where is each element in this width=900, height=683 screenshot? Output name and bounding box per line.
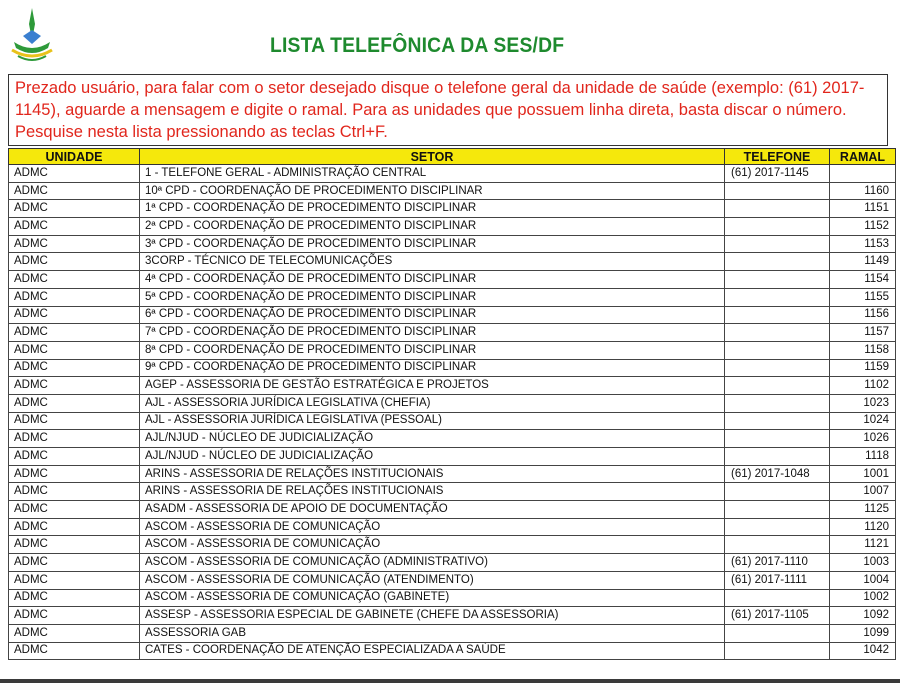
cell-setor: ASCOM - ASSESSORIA DE COMUNICAÇÃO	[140, 536, 725, 554]
table-row	[9, 430, 896, 448]
table-row	[9, 324, 896, 342]
cell-telefone	[725, 501, 830, 519]
table-row	[9, 182, 896, 200]
cell-telefone	[725, 412, 830, 430]
cell-setor: AJL - ASSESSORIA JURÍDICA LEGISLATIVA (PESSOAL)	[140, 412, 725, 430]
column-header-unidade: UNIDADE	[9, 149, 140, 165]
cell-ramal: 1026	[830, 430, 896, 448]
cell-unidade: ADMC	[9, 501, 140, 519]
cell-telefone	[725, 624, 830, 642]
cell-setor: ASCOM - ASSESSORIA DE COMUNICAÇÃO (GABINETE)	[140, 589, 725, 607]
cell-unidade: ADMC	[9, 448, 140, 466]
cell-ramal: 1157	[830, 324, 896, 342]
brasilia-emblem-icon	[8, 6, 56, 64]
table-row	[9, 218, 896, 236]
cell-ramal: 1160	[830, 182, 896, 200]
cell-ramal: 1007	[830, 483, 896, 501]
cell-ramal: 1121	[830, 536, 896, 554]
cell-telefone	[725, 589, 830, 607]
cell-ramal: 1153	[830, 235, 896, 253]
cell-ramal: 1102	[830, 377, 896, 395]
table-row	[9, 642, 896, 660]
cell-telefone: (61) 2017-1111	[725, 571, 830, 589]
cell-telefone	[725, 483, 830, 501]
table-row	[9, 607, 896, 625]
cell-setor: ARINS - ASSESSORIA DE RELAÇÕES INSTITUCIONAIS	[140, 483, 725, 501]
cell-unidade: ADMC	[9, 394, 140, 412]
cell-telefone	[725, 536, 830, 554]
cell-telefone	[725, 218, 830, 236]
table-row	[9, 200, 896, 218]
table-row	[9, 359, 896, 377]
cell-setor: 4ª CPD - COORDENAÇÃO DE PROCEDIMENTO DISCIPLINAR	[140, 271, 725, 289]
cell-setor: 8ª CPD - COORDENAÇÃO DE PROCEDIMENTO DISCIPLINAR	[140, 341, 725, 359]
cell-unidade: ADMC	[9, 536, 140, 554]
cell-telefone	[725, 642, 830, 660]
page-title: LISTA TELEFÔNICA DA SES/DF	[270, 34, 565, 57]
table-row	[9, 536, 896, 554]
cell-setor: 3CORP - TÉCNICO DE TELECOMUNICAÇÕES	[140, 253, 725, 271]
cell-unidade: ADMC	[9, 465, 140, 483]
table-row	[9, 165, 896, 183]
cell-setor: ASSESP - ASSESSORIA ESPECIAL DE GABINETE (CHEFE DA ASSESSORIA)	[140, 607, 725, 625]
cell-setor: 5ª CPD - COORDENAÇÃO DE PROCEDIMENTO DISCIPLINAR	[140, 288, 725, 306]
table-row	[9, 589, 896, 607]
cell-telefone: (61) 2017-1048	[725, 465, 830, 483]
cell-ramal: 1159	[830, 359, 896, 377]
cell-unidade: ADMC	[9, 341, 140, 359]
cell-unidade: ADMC	[9, 253, 140, 271]
table-row	[9, 253, 896, 271]
cell-ramal	[830, 165, 896, 183]
cell-setor: ASSESSORIA GAB	[140, 624, 725, 642]
cell-unidade: ADMC	[9, 430, 140, 448]
cell-setor: 7ª CPD - COORDENAÇÃO DE PROCEDIMENTO DISCIPLINAR	[140, 324, 725, 342]
cell-unidade: ADMC	[9, 200, 140, 218]
cell-unidade: ADMC	[9, 412, 140, 430]
cell-unidade: ADMC	[9, 271, 140, 289]
cell-setor: ASADM - ASSESSORIA DE APOIO DE DOCUMENTAÇÃO	[140, 501, 725, 519]
table-row	[9, 271, 896, 289]
cell-setor: AJL - ASSESSORIA JURÍDICA LEGISLATIVA (CHEFIA)	[140, 394, 725, 412]
cell-ramal: 1024	[830, 412, 896, 430]
cell-ramal: 1158	[830, 341, 896, 359]
table-row	[9, 624, 896, 642]
cell-telefone	[725, 377, 830, 395]
cell-ramal: 1002	[830, 589, 896, 607]
cell-telefone	[725, 394, 830, 412]
cell-setor: 3ª CPD - COORDENAÇÃO DE PROCEDIMENTO DISCIPLINAR	[140, 235, 725, 253]
cell-setor: 1ª CPD - COORDENAÇÃO DE PROCEDIMENTO DISCIPLINAR	[140, 200, 725, 218]
table-row	[9, 554, 896, 572]
cell-setor: ASCOM - ASSESSORIA DE COMUNICAÇÃO	[140, 518, 725, 536]
cell-unidade: ADMC	[9, 377, 140, 395]
cell-telefone	[725, 306, 830, 324]
cell-ramal: 1099	[830, 624, 896, 642]
cell-setor: ARINS - ASSESSORIA DE RELAÇÕES INSTITUCIONAIS	[140, 465, 725, 483]
cell-unidade: ADMC	[9, 518, 140, 536]
cell-telefone	[725, 448, 830, 466]
cell-telefone	[725, 200, 830, 218]
viewer-bottom-edge	[0, 679, 900, 683]
cell-telefone	[725, 341, 830, 359]
cell-ramal: 1001	[830, 465, 896, 483]
cell-ramal: 1125	[830, 501, 896, 519]
table-row	[9, 394, 896, 412]
cell-telefone	[725, 182, 830, 200]
cell-ramal: 1004	[830, 571, 896, 589]
cell-telefone	[725, 324, 830, 342]
cell-ramal: 1092	[830, 607, 896, 625]
cell-unidade: ADMC	[9, 642, 140, 660]
cell-unidade: ADMC	[9, 182, 140, 200]
cell-unidade: ADMC	[9, 554, 140, 572]
cell-unidade: ADMC	[9, 165, 140, 183]
cell-unidade: ADMC	[9, 624, 140, 642]
cell-unidade: ADMC	[9, 324, 140, 342]
table-row	[9, 465, 896, 483]
cell-telefone	[725, 235, 830, 253]
cell-ramal: 1151	[830, 200, 896, 218]
table-row	[9, 448, 896, 466]
cell-setor: 1 - TELEFONE GERAL - ADMINISTRAÇÃO CENTRAL	[140, 165, 725, 183]
table-row	[9, 412, 896, 430]
cell-unidade: ADMC	[9, 607, 140, 625]
column-header-ramal: RAMAL	[830, 149, 896, 165]
instructions-notice: Prezado usuário, para falar com o setor desejado disque o telefone geral da unidade de saúde (exemplo: (61) 2017-1145), aguarde a mensagem e digite o ramal. Para as unidades que possuem linha direta, basta discar o número. Pesquise nesta lista pressionando as teclas Ctrl+F.	[8, 74, 888, 146]
cell-unidade: ADMC	[9, 235, 140, 253]
cell-setor: ASCOM - ASSESSORIA DE COMUNICAÇÃO (ATENDIMENTO)	[140, 571, 725, 589]
table-row	[9, 288, 896, 306]
cell-unidade: ADMC	[9, 288, 140, 306]
cell-unidade: ADMC	[9, 571, 140, 589]
table-row	[9, 571, 896, 589]
cell-setor: ASCOM - ASSESSORIA DE COMUNICAÇÃO (ADMINISTRATIVO)	[140, 554, 725, 572]
cell-unidade: ADMC	[9, 218, 140, 236]
cell-setor: 2ª CPD - COORDENAÇÃO DE PROCEDIMENTO DISCIPLINAR	[140, 218, 725, 236]
table-row	[9, 341, 896, 359]
table-row	[9, 518, 896, 536]
cell-setor: 10ª CPD - COORDENAÇÃO DE PROCEDIMENTO DISCIPLINAR	[140, 182, 725, 200]
cell-telefone	[725, 430, 830, 448]
cell-setor: AJL/NJUD - NÚCLEO DE JUDICIALIZAÇÃO	[140, 430, 725, 448]
cell-ramal: 1156	[830, 306, 896, 324]
cell-telefone	[725, 271, 830, 289]
cell-telefone	[725, 359, 830, 377]
cell-ramal: 1042	[830, 642, 896, 660]
cell-setor: 6ª CPD - COORDENAÇÃO DE PROCEDIMENTO DISCIPLINAR	[140, 306, 725, 324]
table-row	[9, 483, 896, 501]
table-row	[9, 377, 896, 395]
table-row	[9, 501, 896, 519]
cell-ramal: 1152	[830, 218, 896, 236]
cell-ramal: 1120	[830, 518, 896, 536]
cell-unidade: ADMC	[9, 359, 140, 377]
phone-directory-table	[8, 148, 896, 660]
cell-telefone	[725, 518, 830, 536]
cell-ramal: 1149	[830, 253, 896, 271]
table-row	[9, 235, 896, 253]
cell-setor: AJL/NJUD - NÚCLEO DE JUDICIALIZAÇÃO	[140, 448, 725, 466]
table-header-row	[9, 149, 896, 165]
cell-unidade: ADMC	[9, 306, 140, 324]
cell-telefone	[725, 288, 830, 306]
cell-unidade: ADMC	[9, 483, 140, 501]
cell-unidade: ADMC	[9, 589, 140, 607]
column-header-setor: SETOR	[140, 149, 725, 165]
table-row	[9, 306, 896, 324]
cell-ramal: 1003	[830, 554, 896, 572]
cell-telefone	[725, 253, 830, 271]
cell-telefone: (61) 2017-1145	[725, 165, 830, 183]
cell-telefone: (61) 2017-1105	[725, 607, 830, 625]
cell-setor: 9ª CPD - COORDENAÇÃO DE PROCEDIMENTO DISCIPLINAR	[140, 359, 725, 377]
cell-setor: AGEP - ASSESSORIA DE GESTÃO ESTRATÉGICA E PROJETOS	[140, 377, 725, 395]
cell-ramal: 1118	[830, 448, 896, 466]
column-header-telefone: TELEFONE	[725, 149, 830, 165]
cell-ramal: 1154	[830, 271, 896, 289]
cell-ramal: 1023	[830, 394, 896, 412]
cell-ramal: 1155	[830, 288, 896, 306]
cell-setor: CATES - COORDENAÇÃO DE ATENÇÃO ESPECIALIZADA A SAÚDE	[140, 642, 725, 660]
cell-telefone: (61) 2017-1110	[725, 554, 830, 572]
